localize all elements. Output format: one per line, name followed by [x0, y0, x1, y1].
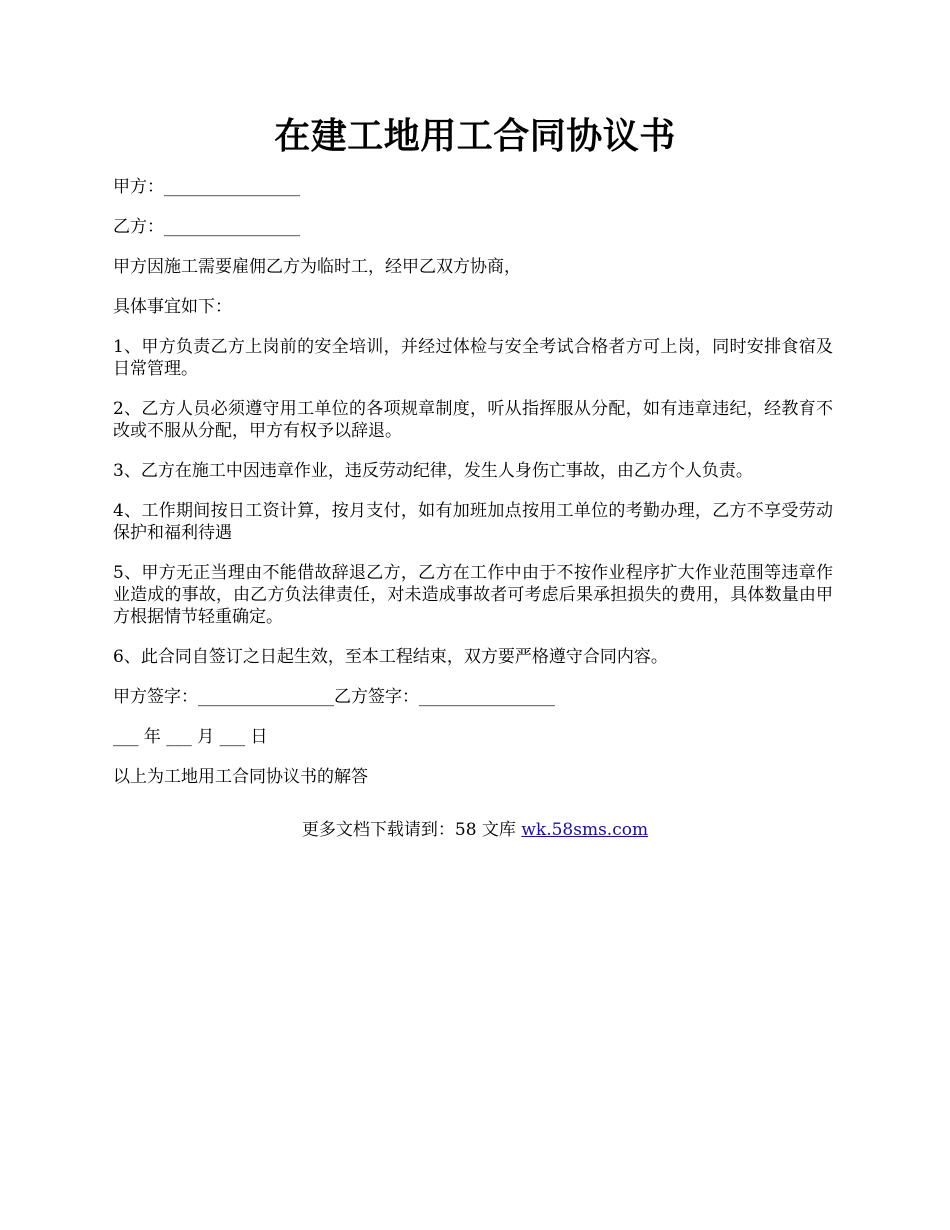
party-a-line: 甲方：________________ [113, 177, 300, 197]
party-b-line: 乙方：________________ [113, 217, 300, 237]
clause-6: 6、此合同自签订之日起生效，至本工程结束，双方要严格遵守合同内容。 [113, 647, 668, 667]
footer-text: 更多文档下载请到：58 文库 [301, 820, 522, 840]
footer-link[interactable]: wk.58sms.com [521, 820, 649, 840]
intro-continuation: 具体事宜如下： [113, 297, 232, 317]
footer [0, 819, 950, 841]
document-body [113, 176, 833, 806]
intro-paragraph: 甲方因施工需要雇佣乙方为临时工，经甲乙双方协商， [113, 257, 521, 277]
closing-line: 以上为工地用工合同协议书的解答 [113, 767, 368, 787]
clause-2: 2、乙方人员必须遵守用工单位的各项规章制度，听从指挥服从分配，如有违章违纪，经教育不改或不服从分配，甲方有权予以辞退。 [113, 399, 833, 441]
clause-3: 3、乙方在施工中因违章作业，违反劳动纪律，发生人身伤亡事故，由乙方个人负责。 [113, 461, 753, 481]
date-line: ___ 年 ___ 月 ___ 日 [113, 727, 268, 747]
clause-4: 4、工作期间按日工资计算，按月支付，如有加班加点按用工单位的考勤办理，乙方不享受劳动保护和福利待遇 [113, 501, 833, 543]
document-title: 在建工地用工合同协议书 [274, 115, 676, 157]
signature-line: 甲方签字：________________乙方签字：________________ [113, 687, 555, 707]
clause-5: 5、甲方无正当理由不能借故辞退乙方，乙方在工作中由于不按作业程序扩大作业范围等违章作业造成的事故，由乙方负法律责任，对未造成事故者可考虑后果承担损失的费用，具体数量由甲方根据情节轻重确定。 [113, 563, 833, 627]
clause-1: 1、甲方负责乙方上岗前的安全培训，并经过体检与安全考试合格者方可上岗，同时安排食宿及日常管理。 [113, 337, 833, 379]
